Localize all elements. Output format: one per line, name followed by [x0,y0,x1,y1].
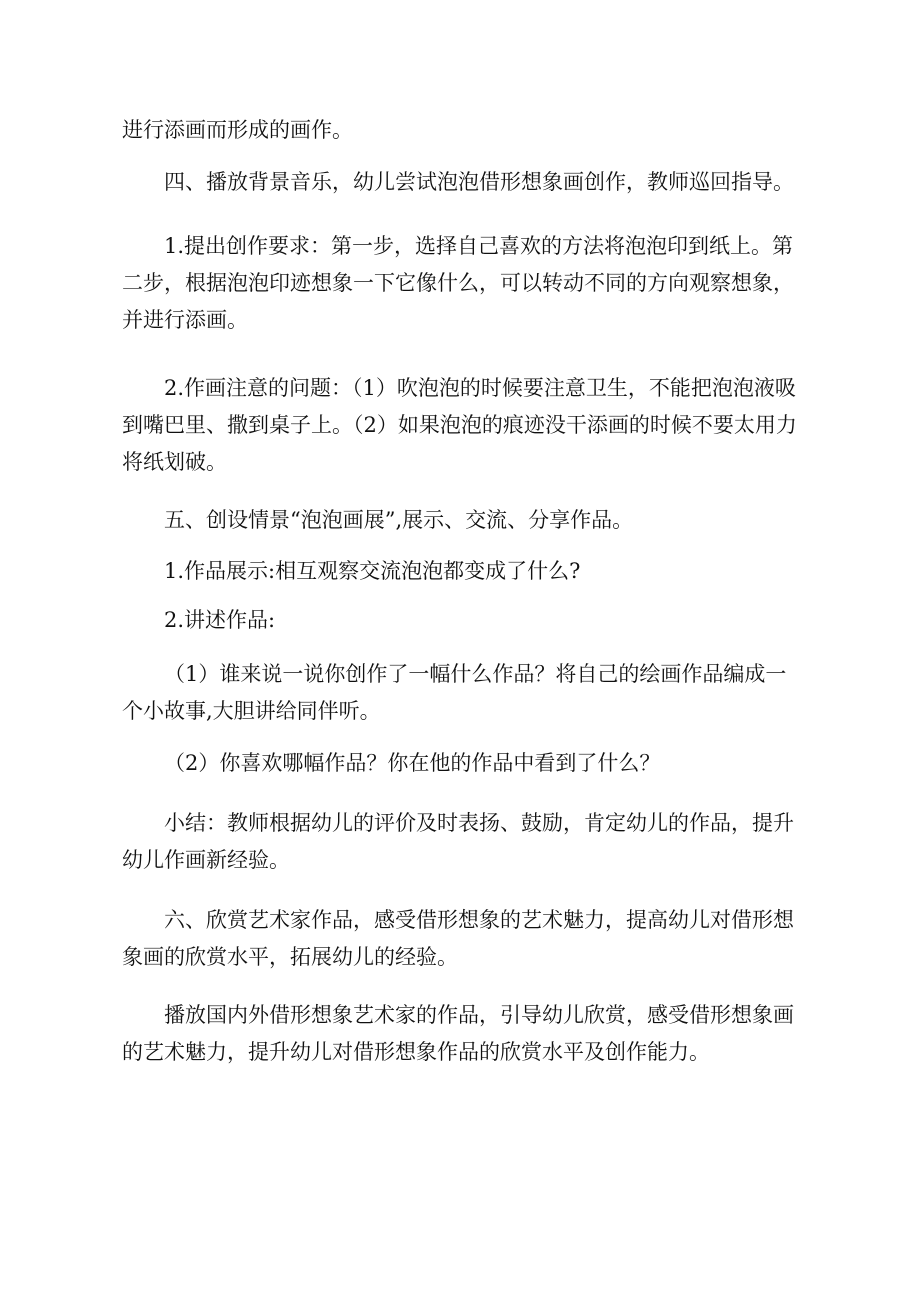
artist-works-paragraph: 播放国内外借形想象艺术家的作品，引导幼儿欣赏，感受借形想象画的艺术魅力，提升幼儿对借形想象作品的欣赏水平及创作能力。 [122,1003,794,1064]
drawing-notes-paragraph: 2.作画注意的问题：（1）吹泡泡的时候要注意卫生，不能把泡泡液吸到嘴巴里、撒到桌子上。（2）如果泡泡的痕迹没干添画的时候不要太用力将纸划破。 [122,376,797,474]
creation-requirements-paragraph: 1.提出创作要求：第一步，选择自己喜欢的方法将泡泡印到纸上。第二步，根据泡泡印迹想象一下它像什么，可以转动不同的方向观察想象，并进行添画。 [122,234,794,332]
section-five-heading: 五、创设情景“泡泡画展”,展示、交流、分享作品。 [164,508,634,532]
section-four-heading: 四、播放背景音乐，幼儿尝试泡泡借形想象画创作，教师巡回指导。 [164,170,794,194]
describe-works-paragraph: 2.讲述作品: [164,608,276,632]
question-two-paragraph: （2）你喜欢哪幅作品？你在他的作品中看到了什么？ [164,751,661,775]
question-one-paragraph: （1）谁来说一说你创作了一幅什么作品？将自己的绘画作品编成一个小故事,大胆讲给同伴听。 [122,662,787,723]
paragraph-continuation: 进行添画而形成的画作。 [122,118,353,142]
section-six-heading: 六、欣赏艺术家作品，感受借形想象的艺术魅力，提高幼儿对借形想象画的欣赏水平，拓展幼儿的经验。 [122,908,794,969]
summary-paragraph: 小结：教师根据幼儿的评价及时表扬、鼓励，肯定幼儿的作品，提升幼儿作画新经验。 [122,811,794,872]
work-display-paragraph: 1.作品展示:相互观察交流泡泡都变成了什么? [164,559,581,583]
